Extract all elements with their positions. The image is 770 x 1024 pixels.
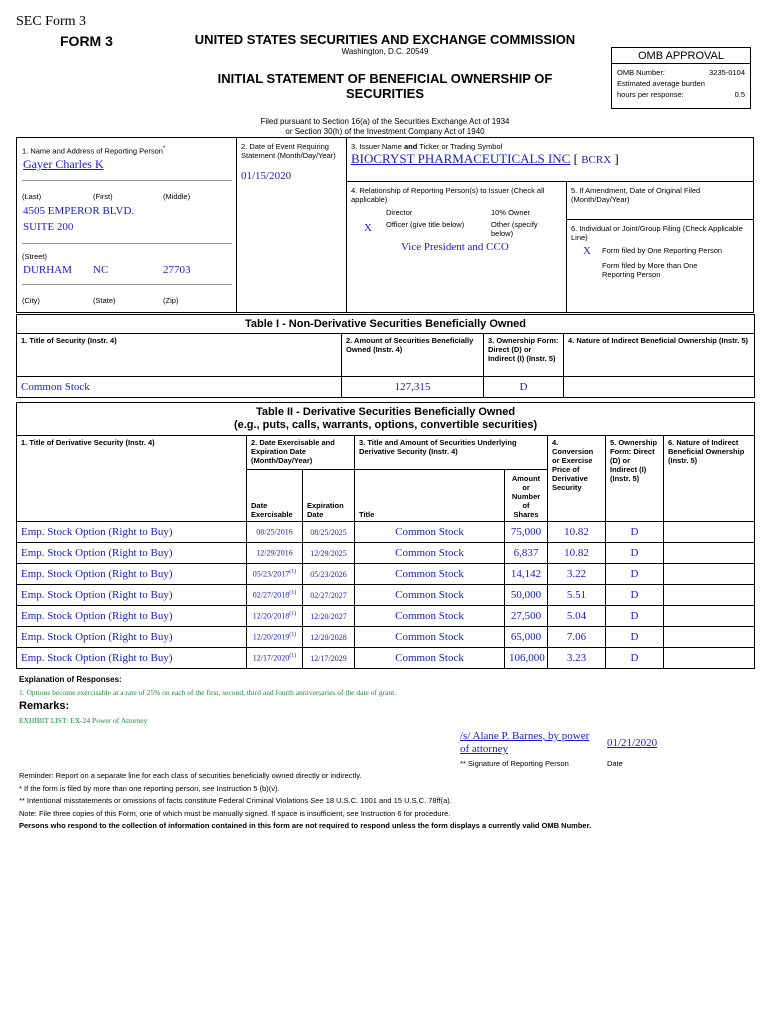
underlying-shares: 65,000 — [505, 627, 548, 648]
officer-option: Officer (give title below) — [386, 220, 465, 229]
ownership-nature — [664, 585, 755, 606]
table-row — [17, 564, 755, 585]
table2-header-underlying: 3. Title and Amount of Securities Underlying Derivative Security (Instr. 4) — [355, 436, 548, 470]
box6-filing-type — [567, 220, 754, 313]
expiration-date: 12/17/2029 — [303, 648, 355, 669]
derivative-title: Emp. Stock Option (Right to Buy) — [17, 543, 247, 564]
officer-checkmark: X — [364, 222, 372, 234]
footnote-ref: (1) — [289, 611, 297, 618]
omb-burden-label: Estimated average burden — [617, 79, 705, 88]
underlying-title: Common Stock — [355, 627, 505, 648]
table1-header-amount: 2. Amount of Securities Beneficially Owned (Instr. 4) — [342, 334, 484, 377]
underlying-shares: 14,142 — [505, 564, 548, 585]
box3-issuer — [347, 137, 754, 182]
footnote-ref: (1) — [289, 569, 297, 576]
date-exercisable: 12/20/2019$^{(1)}$ — [247, 627, 303, 648]
ownership-form: D — [606, 522, 664, 543]
signature-link-line1[interactable]: /s/ Alane P. Barnes, by power — [460, 730, 590, 742]
ticker-bracket-open: [ — [573, 151, 578, 166]
omb-approval-box — [611, 47, 751, 109]
box1-reporting-person — [16, 137, 237, 313]
other-option: Other (specify below) — [491, 220, 538, 238]
date-label: Date — [607, 759, 623, 768]
expiration-date: 12/29/2025 — [303, 543, 355, 564]
underlying-title: Common Stock — [355, 543, 505, 564]
derivative-title: Emp. Stock Option (Right to Buy) — [17, 522, 247, 543]
omb-number-label: OMB Number: — [617, 68, 665, 77]
ten-percent-owner-option: 10% Owner — [491, 208, 531, 217]
issuer-name-link[interactable]: BIOCRYST PHARMACEUTICALS INC — [351, 151, 571, 166]
exercise-price: 3.22 — [548, 564, 606, 585]
expiration-date: 05/23/2026 — [303, 564, 355, 585]
form-title — [150, 71, 620, 101]
name-divider — [22, 180, 232, 181]
derivative-title: Emp. Stock Option (Right to Buy) — [17, 564, 247, 585]
box4-label: 4. Relationship of Reporting Person(s) to Issuer (Check all applicable) — [351, 186, 545, 204]
double-star-note: ** Intentional misstatements or omissions of facts constitute Federal Criminal Violations See 18 U.S.C. 1001 and 15 U.S.C. 78ff(a). — [19, 796, 452, 805]
omb-persons-note: Persons who respond to the collection of information contained in this form are not required to respond unless the form displays a currently valid OMB Number. — [19, 821, 592, 830]
expiration-date: 12/20/2028 — [303, 627, 355, 648]
remarks-text: EXHIBIT LIST: EX-24 Power of Attorney — [19, 716, 148, 725]
table1-header-nature: 4. Nature of Indirect Beneficial Ownership (Instr. 5) — [564, 334, 755, 377]
box2-event-date — [237, 137, 347, 313]
table2-subheader-expiration: Expiration Date — [303, 470, 355, 522]
signature-date-link[interactable]: 01/21/2020 — [607, 737, 658, 749]
address-line1: 4505 EMPEROR BLVD. — [23, 205, 135, 217]
expiration-date: 12/20/2027 — [303, 606, 355, 627]
underlying-shares: 27,500 — [505, 606, 548, 627]
ownership-nature — [664, 522, 755, 543]
ownership-nature — [664, 564, 755, 585]
table2-header-ownership: 5. Ownership Form: Direct (D) or Indirect (I) (Instr. 5) — [606, 436, 664, 522]
ticker-bracket-close: ] — [614, 151, 619, 166]
ticker-symbol: BCRX — [581, 154, 612, 166]
exercise-price: 7.06 — [548, 627, 606, 648]
underlying-title: Common Stock — [355, 522, 505, 543]
form-title-line1: INITIAL STATEMENT OF BENEFICIAL OWNERSHIP OF — [217, 71, 553, 86]
first-label: (First) — [93, 192, 113, 201]
table2-derivative — [16, 402, 755, 669]
address-line2: SUITE 200 — [23, 221, 74, 233]
signature-label: ** Signature of Reporting Person — [460, 759, 569, 768]
underlying-shares: 6,837 — [505, 543, 548, 564]
derivative-title: Emp. Stock Option (Right to Buy) — [17, 606, 247, 627]
table2-header-title: 1. Title of Derivative Security (Instr. 4) — [17, 436, 247, 522]
omb-hours-label: hours per response: — [617, 90, 684, 99]
agency-title: UNITED STATES SECURITIES AND EXCHANGE COMMISSION — [194, 32, 576, 47]
address-divider — [22, 243, 232, 244]
footnote-ref: (1) — [289, 653, 297, 660]
box3-label: 3. Issuer Name and Ticker or Trading Symbol — [351, 142, 503, 151]
signature-link-line2[interactable]: of attorney — [460, 743, 508, 755]
box6-label: 6. Individual or Joint/Group Filing (Check Applicable Line) — [571, 224, 743, 242]
table2-header-nature: 6. Nature of Indirect Beneficial Ownership (Instr. 5) — [664, 436, 755, 522]
date-exercisable: 08/25/2016 — [247, 522, 303, 543]
last-label: (Last) — [22, 192, 42, 201]
table-row — [17, 627, 755, 648]
omb-number-value: 3235-0104 — [709, 68, 745, 77]
state-label: (State) — [93, 296, 116, 305]
issuer-line — [351, 151, 619, 167]
exercise-price: 5.51 — [548, 585, 606, 606]
ownership-form: D — [606, 543, 664, 564]
ownership-nature — [664, 543, 755, 564]
table2-header-price: 4. Conversion or Exercise Price of Derivative Security — [548, 436, 606, 522]
reminder-text: Reminder: Report on a separate line for each class of securities beneficially owned directly or indirectly. — [19, 771, 362, 780]
form-label: FORM 3 — [60, 33, 113, 49]
table2-subheader-date-exercisable: Date Exercisable — [247, 470, 303, 522]
expiration-date: 02/27/2027 — [303, 585, 355, 606]
date-exercisable: 12/29/2016 — [247, 543, 303, 564]
form-title-line2: SECURITIES — [345, 86, 424, 101]
date-exercisable: 12/17/2020$^{(1)}$ — [247, 648, 303, 669]
middle-label: (Middle) — [163, 192, 191, 201]
filed-pursuant — [150, 117, 620, 136]
table-row — [17, 522, 755, 543]
director-option: Director — [386, 208, 413, 217]
city-divider — [22, 284, 232, 285]
ownership-form: D — [606, 648, 664, 669]
underlying-title: Common Stock — [355, 606, 505, 627]
table2-subheader-title: Title — [355, 470, 505, 522]
derivative-title: Emp. Stock Option (Right to Buy) — [17, 627, 247, 648]
table1-title: Table I - Non-Derivative Securities Beneficially Owned — [17, 315, 755, 334]
star-note: * If the form is filed by more than one reporting person, see Instruction 5 (b)(v). — [19, 784, 280, 793]
ownership-nature — [664, 627, 755, 648]
file-copies-note: Note: File three copies of this Form, one of which must be manually signed. If space is insufficient, see Instruction 6 for procedure. — [19, 809, 451, 818]
officer-title-value: Vice President and CCO — [401, 241, 509, 253]
exercise-price: 3.23 — [548, 648, 606, 669]
omb-title: OMB APPROVAL — [612, 48, 750, 64]
street-label: (Street) — [22, 252, 48, 261]
one-person-checkmark: X — [583, 245, 591, 257]
underlying-title: Common Stock — [355, 564, 505, 585]
underlying-shares: 50,000 — [505, 585, 548, 606]
ownership-form: D — [606, 627, 664, 648]
box5-amendment — [567, 182, 754, 220]
city-value: DURHAM — [23, 264, 72, 276]
security-title: Common Stock — [17, 377, 342, 398]
ownership-form: D — [606, 606, 664, 627]
multiple-reporting-persons-option: Form filed by More than One Reporting Person — [602, 261, 698, 279]
table-row — [17, 648, 755, 669]
city-label: (City) — [22, 296, 40, 305]
filed-line1: Filed pursuant to Section 16(a) of the Securities Exchange Act of 1934 — [260, 117, 510, 126]
ownership-form: D — [606, 585, 664, 606]
table-row — [17, 543, 755, 564]
ownership-form: D — [484, 377, 564, 398]
signature-block — [460, 730, 589, 756]
derivative-title: Emp. Stock Option (Right to Buy) — [17, 648, 247, 669]
filed-line2: or Section 30(h) of the Investment Company Act of 1940 — [285, 126, 485, 136]
table2-title-line2: (e.g., puts, calls, warrants, options, convertible securities) — [233, 419, 538, 431]
reporting-person-name-link[interactable]: Gayer Charles K — [23, 157, 104, 171]
date-exercisable: 05/23/2017$^{(1)}$ — [247, 564, 303, 585]
agency-location: Washington, D.C. 20549 — [341, 47, 429, 56]
table-row — [17, 606, 755, 627]
table2-title — [17, 403, 755, 436]
exercise-price: 10.82 — [548, 543, 606, 564]
amount-owned: 127,315 — [342, 377, 484, 398]
footnote-ref: (1) — [289, 632, 297, 639]
underlying-shares: 106,000 — [505, 648, 548, 669]
underlying-title: Common Stock — [355, 648, 505, 669]
omb-hours-value: 0.5 — [734, 90, 745, 99]
sec-form-label: SEC Form 3 — [16, 14, 87, 29]
zip-label: (Zip) — [163, 296, 179, 305]
derivative-title: Emp. Stock Option (Right to Buy) — [17, 585, 247, 606]
date-exercisable: 02/27/2018$^{(1)}$ — [247, 585, 303, 606]
table2-subheader-amount: Amount or Number of Shares — [505, 470, 548, 522]
explanation-heading: Explanation of Responses: — [19, 675, 122, 684]
table2-header-dates: 2. Date Exercisable and Expiration Date (Month/Day/Year) — [247, 436, 355, 470]
exercise-price: 10.82 — [548, 522, 606, 543]
box5-label: 5. If Amendment, Date of Original Filed (Month/Day/Year) — [571, 186, 701, 204]
box4-relationship — [347, 182, 567, 313]
table1-header-title: 1. Title of Security (Instr. 4) — [17, 334, 342, 377]
one-reporting-person-option: Form filed by One Reporting Person — [602, 246, 723, 255]
zip-value: 27703 — [163, 264, 191, 276]
expiration-date: 08/25/2025 — [303, 522, 355, 543]
ownership-form: D — [606, 564, 664, 585]
remarks-heading: Remarks: — [19, 700, 70, 712]
ownership-nature — [564, 377, 755, 398]
table-row — [17, 377, 755, 398]
box1-label: 1. Name and Address of Reporting Person* — [22, 146, 166, 156]
table1-non-derivative — [16, 314, 755, 398]
table1-header-ownership: 3. Ownership Form: Direct (D) or Indirect (I) (Instr. 5) — [484, 334, 564, 377]
table-row — [17, 585, 755, 606]
footnote-1: 1. Options become exercisable at a rate of 25% on each of the first, second, third and fourth anniversaries of the date of grant. — [19, 688, 397, 697]
table2-title-line1: Table II - Derivative Securities Beneficially Owned — [256, 406, 516, 418]
date-exercisable: 12/20/2018$^{(1)}$ — [247, 606, 303, 627]
ownership-nature — [664, 606, 755, 627]
box2-label: 2. Date of Event Requiring Statement (Month/Day/Year) — [241, 142, 336, 160]
footnote-ref: (1) — [289, 590, 297, 597]
underlying-shares: 75,000 — [505, 522, 548, 543]
exercise-price: 5.04 — [548, 606, 606, 627]
ownership-nature — [664, 648, 755, 669]
underlying-title: Common Stock — [355, 585, 505, 606]
event-date-value: 01/15/2020 — [241, 170, 292, 182]
state-value: NC — [93, 264, 109, 276]
